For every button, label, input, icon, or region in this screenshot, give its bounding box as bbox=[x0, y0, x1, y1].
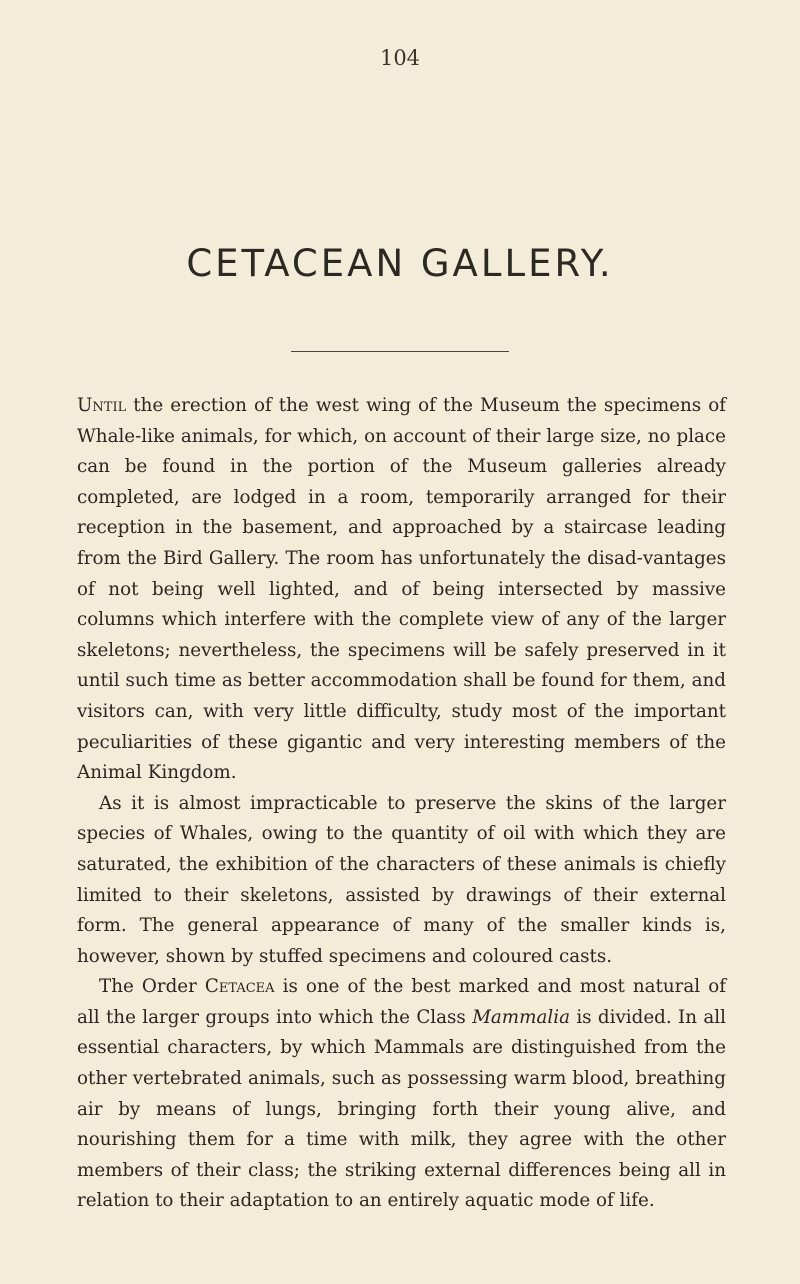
paragraph-2 bbox=[77, 789, 726, 973]
page-number: 104 bbox=[379, 46, 421, 70]
class-name: Mammalia bbox=[472, 1006, 570, 1028]
paragraph-3-mid: is one of the best marked and most natural of all the larger groups into which the Class bbox=[77, 976, 726, 1028]
paragraph-2-text: As it is almost impracticable to preserve the skins of the larger species of Whales, owing to the quantity of oil with which they are saturated, the exhibition of the characters of these animals is chiefly limited to their skeletons, assisted by drawings of their external form. The general appearance of many of the smaller kinds is, however, shown by stuffed specimens and coloured casts. bbox=[77, 792, 726, 967]
page-title: CETACEAN GALLERY. bbox=[186, 242, 614, 285]
paragraph-3 bbox=[77, 972, 726, 1217]
body-text bbox=[77, 391, 726, 1217]
paragraph-3-pre: The Order bbox=[99, 976, 205, 998]
title-divider bbox=[291, 351, 509, 352]
paragraph-3-post: is divided. In all essential characters, by which Mammals are distinguished from the other vertebrated animals, such as possessing warm blood, breathing air by means of lungs, bringing forth their young alive, and nourishing them for a time with milk, they agree with the other members of their class; the striking external differences being all in relation to their adaptation to an entirely aquatic mode of life. bbox=[77, 1006, 726, 1212]
paragraph-1-text: the erection of the west wing of the Museum the specimens of Whale-like animals, for which, on account of their large size, no place can be found in the portion of the Museum galleries already completed, are lodged in a room, temporarily arranged for their reception in the basement, and approached by a staircase leading from the Bird Gallery. The room has unfortunately the disad-vantages of not being well lighted, and of being intersected by massive columns which interfere with the complete view of any of the larger skeletons; nevertheless, the specimens will be safely preserved in it until such time as better accommodation shall be found for them, and visitors can, with very little difficulty, study most of the important peculiarities of these gigantic and very interesting members of the Animal Kingdom. bbox=[77, 395, 726, 784]
order-name: Cetacea bbox=[204, 976, 275, 998]
paragraph-1 bbox=[77, 391, 726, 789]
paragraph-1-lead: Until bbox=[77, 395, 127, 416]
